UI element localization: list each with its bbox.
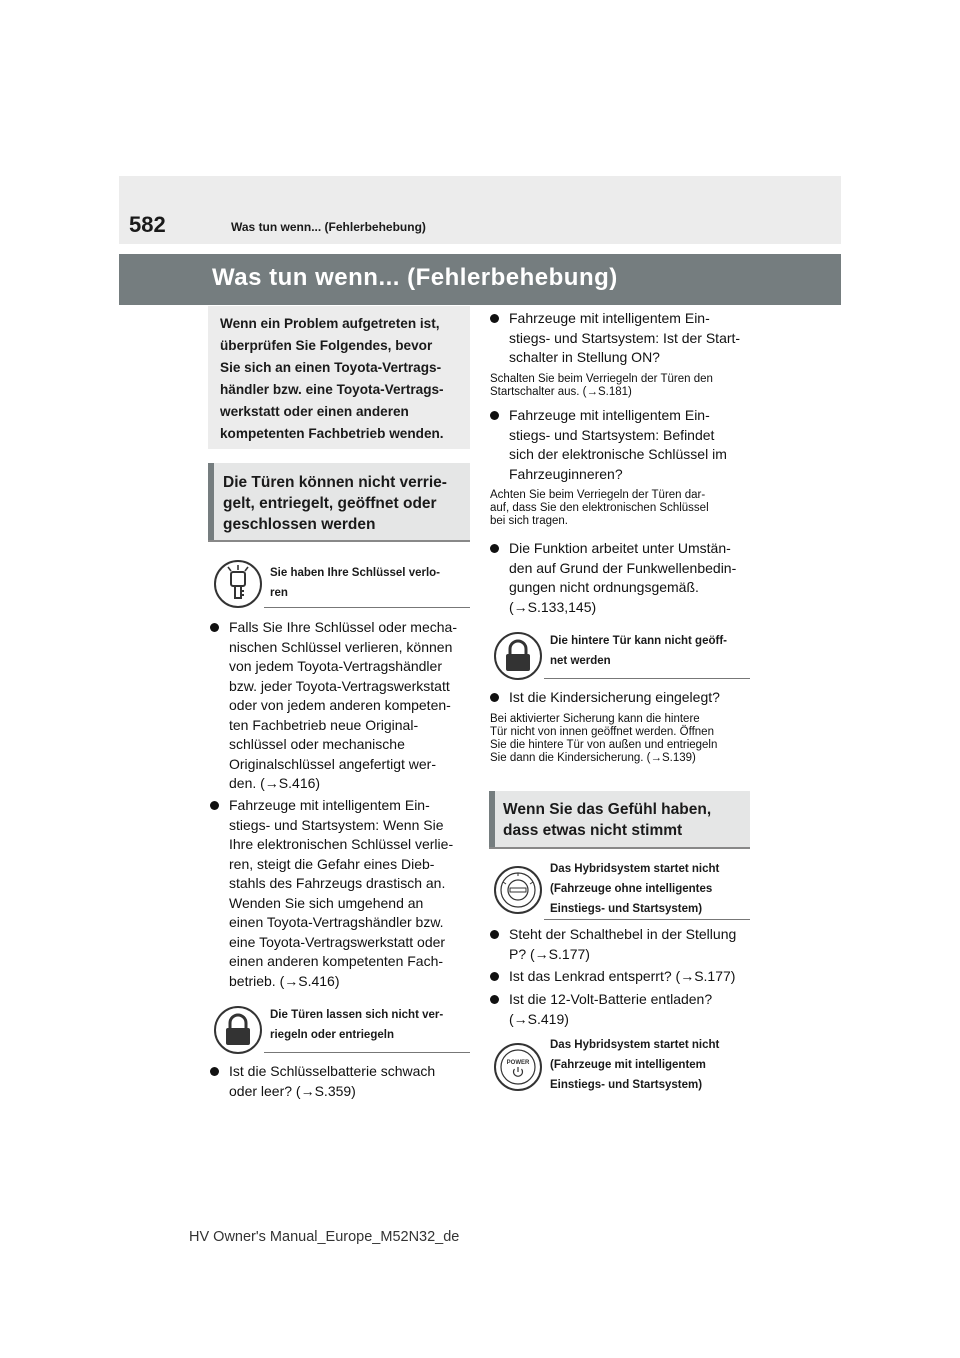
bullet-text: Ist die Kindersicherung eingelegt?	[509, 689, 720, 705]
key-icon	[214, 560, 262, 608]
sub-rear-door: Die hintere Tür kann nicht geöff- net werden	[550, 635, 727, 667]
bullet-text: Ist das Lenkrad entsperrt? (→S.177)	[509, 968, 736, 984]
header-band	[119, 176, 841, 244]
power-label: POWER	[506, 1060, 530, 1066]
note-start-switch: Schalten Sie beim Verriegeln der Türen den Startschalter aus. (→S.181)	[490, 373, 713, 398]
bullet-dot	[490, 930, 499, 939]
bullet-dot	[490, 995, 499, 1004]
note-key-inside: Achten Sie beim Verriegeln der Türen dar- auf, dass Sie den elektronischen Schlüssel bei sich tragen.	[490, 489, 709, 527]
divider	[544, 678, 750, 679]
bullet-text: Falls Sie Ihre Schlüssel oder mecha- nischen Schlüssel verlieren, können von jedem Toyota-Vertragshändler bzw. jeder Toyota-Vertragswerkstatt oder von jedem anderen kompeten- ten Fachbetrieb neue Original- schlüssel oder mechanische Originalschlüssel angefertigt wer- den. (→S.416)	[229, 619, 457, 791]
section-bar	[489, 791, 495, 847]
bullet-dot	[490, 314, 499, 323]
bullet-text: Die Funktion arbeitet unter Umstän- den auf Grund der Funkwellenbedin- gungen nicht ordnungsgemäß. (→S.133,145)	[509, 540, 737, 615]
ignition-switch-icon	[494, 866, 542, 914]
bullet-dot	[210, 1067, 219, 1076]
bullet-dot	[490, 693, 499, 702]
section-bar	[208, 463, 214, 540]
bullet-dot	[210, 623, 219, 632]
sub-hybrid-smart: Das Hybridsystem startet nicht (Fahrzeuge mit intelligentem Einstiegs- und Startsystem)	[550, 1039, 720, 1091]
intro-text: Wenn ein Problem aufgetreten ist, überprüfen Sie Folgendes, bevor Sie sich an einen Toyota-Vertrags- händler bzw. eine Toyota-Vertrags- werkstatt oder einen anderen kompetenten Fachbetrieb wenden.	[220, 316, 444, 441]
page-number: 582	[129, 212, 166, 237]
divider	[544, 919, 750, 920]
divider	[264, 1052, 470, 1053]
divider	[264, 607, 470, 608]
bullet-dot	[210, 801, 219, 810]
bullet-dot	[490, 972, 499, 981]
power-button-icon	[494, 1043, 542, 1091]
bullet-dot	[490, 411, 499, 420]
bullet-text: Ist die Schlüsselbatterie schwach oder leer? (→S.359)	[229, 1063, 436, 1099]
sub-lost-keys: Sie haben Ihre Schlüssel verlo- ren	[270, 567, 441, 599]
sub-hybrid-no-smart: Das Hybridsystem startet nicht (Fahrzeuge ohne intelligentes Einstiegs- und Startsystem)	[550, 863, 720, 915]
padlock-icon	[214, 1006, 262, 1054]
bullet-text: Steht der Schalthebel in der Stellung P? (→S.177)	[509, 926, 737, 962]
page-title: Was tun wenn... (Fehlerbehebung)	[212, 264, 618, 291]
sub-no-lock: Die Türen lassen sich nicht ver- riegeln oder entriegeln	[270, 1009, 444, 1041]
bullet-text: Fahrzeuge mit intelligentem Ein- stiegs- und Startsystem: Befindet sich der elektronische Schlüssel im Fahrzeuginneren?	[509, 407, 727, 482]
padlock-icon	[494, 632, 542, 680]
footer: HV Owner's Manual_Europe_M52N32_de	[189, 1229, 460, 1245]
bullet-text: Ist die 12-Volt-Batterie entladen? (→S.419)	[509, 991, 713, 1027]
section-feeling-title: Wenn Sie das Gefühl haben, dass etwas nicht stimmt	[503, 801, 712, 839]
bullet-dot	[490, 544, 499, 553]
bullet-text: Fahrzeuge mit intelligentem Ein- stiegs- und Startsystem: Ist der Start- schalter in Stellung ON?	[509, 310, 741, 365]
running-head: Was tun wenn... (Fehlerbehebung)	[231, 220, 426, 234]
note-child-lock: Bei aktivierter Sicherung kann die hintere Tür nicht von innen geöffnet werden. Öffnen Sie die hintere Tür von außen und entriegeln Sie dann die Kindersicherung. (→S.139)	[490, 713, 718, 764]
bullet-text: Fahrzeuge mit intelligentem Ein- stiegs- und Startsystem: Wenn Sie Ihre elektronischen Schlüssel verlie- ren, steigt die Gefahr eines Dieb- stahls des Fahrzeugs drastisch an. Wenden Sie sich umgehend an einen Toyota-Vertragshändler bzw. eine Toyota-Vertragswerkstatt oder einen anderen kompetenten Fach- betrieb. (→S.416)	[229, 797, 454, 989]
section-doors-title: Die Türen können nicht verrie- gelt, entriegelt, geöffnet oder geschlossen werden	[223, 474, 447, 533]
